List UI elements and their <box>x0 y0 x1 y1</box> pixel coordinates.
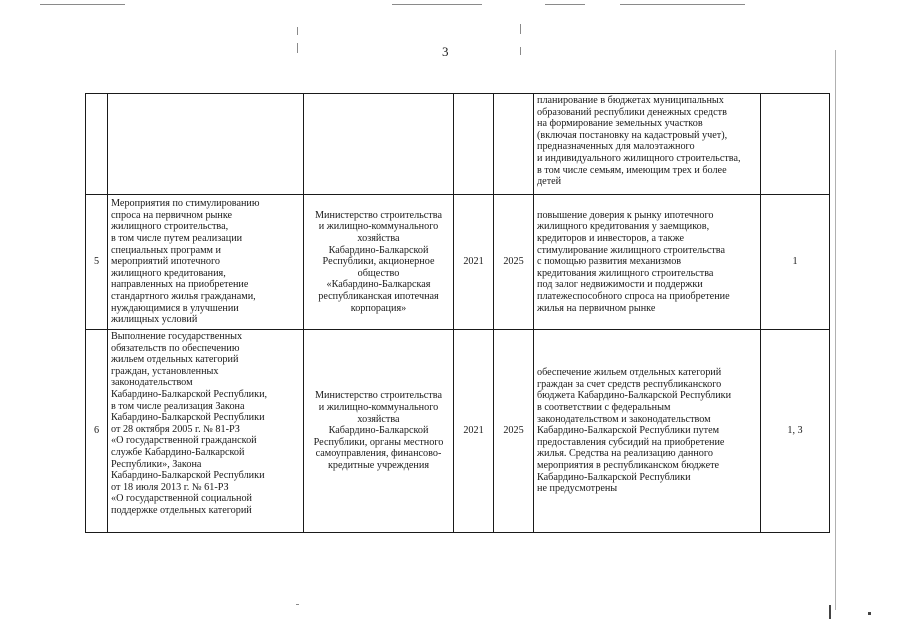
scan-artifact-bottom-mark-1 <box>296 604 299 605</box>
page-number: 3 <box>442 44 449 59</box>
scan-artifact-tick-2 <box>297 43 298 53</box>
scan-artifact-right-edge <box>835 50 836 610</box>
expected-result-line: планирование в бюджетах муниципальных <box>537 95 724 106</box>
end-year-cell <box>494 94 534 195</box>
measure-name-line: «О государственной социальной <box>111 493 253 505</box>
executor-line: Кабардино-Балкарской <box>328 425 429 437</box>
scan-artifact-tick-4 <box>520 47 521 55</box>
expected-result-line: граждан за счет средств республиканского <box>537 378 722 390</box>
expected-result-line: предназначенных для малоэтажного <box>537 141 695 153</box>
measure-name-line: службе Кабардино-Балкарской <box>111 446 245 458</box>
expected-result-line: предоставления субсидий на приобретение <box>537 436 725 448</box>
end-year-text: 2025 <box>503 256 524 268</box>
scan-artifact-bottom-mark-2 <box>829 605 831 619</box>
expected-result-line: образований республики денежных средств <box>537 106 727 118</box>
table-row <box>86 195 830 330</box>
measure-name-line: обязательств по обеспечению <box>111 342 240 354</box>
executor-line: Министерство строительства <box>315 390 442 402</box>
executor-line: Республики, акционерное <box>322 256 435 268</box>
expected-result-cell <box>534 195 761 330</box>
expected-result-line: детей <box>537 176 562 188</box>
end-year-cell <box>494 195 534 330</box>
measures-table <box>85 93 830 533</box>
start-year-text: 2021 <box>463 256 484 268</box>
start-year-cell <box>454 330 494 533</box>
row-number-cell <box>86 195 108 330</box>
measure-name-line: нуждающимися в улучшении <box>111 302 239 314</box>
measure-name-line: Выполнение государственных <box>111 331 243 342</box>
executor-line: кредитные учреждения <box>327 459 430 471</box>
expected-result-line: кредиторов и инвесторов, а также <box>537 233 685 245</box>
expected-result-line: мероприятия в республиканском бюджете <box>537 459 720 471</box>
expected-result-line: стимулирование жилищного строительства <box>537 244 726 256</box>
executor-line: республиканская ипотечная <box>318 290 439 302</box>
scan-artifact-top-line-3 <box>545 4 585 5</box>
executor-line: хозяйства <box>357 233 400 245</box>
expected-result-line: жилья. Средства на реализацию данного <box>537 448 713 460</box>
expected-result-line: в соответствии с федеральным <box>537 402 671 414</box>
end-year-cell <box>494 330 534 533</box>
executor-cell <box>304 330 454 533</box>
measure-name-line: Кабардино-Балкарской Республики <box>111 412 265 424</box>
start-year-text: 2021 <box>463 425 484 437</box>
scan-artifact-tick-1 <box>297 27 298 35</box>
measure-name-line: «О государственной гражданской <box>111 435 257 447</box>
measure-name-line: граждан, установленных <box>111 365 219 377</box>
measure-name-line: поддержке отдельных категорий <box>111 504 252 516</box>
executor-cell <box>304 94 454 195</box>
table-row <box>86 94 830 195</box>
expected-result-line: в том числе семьям, имеющим трех и более <box>537 164 727 176</box>
scan-artifact-tick-3 <box>520 24 521 34</box>
expected-result-line: законодательством и законодательством <box>537 413 711 425</box>
indicator-link-text: 1, 3 <box>787 425 803 437</box>
expected-result-line: и индивидуального жилищного строительства, <box>537 152 741 164</box>
expected-result-line: бюджета Кабардино-Балкарской Республики <box>537 390 732 402</box>
expected-result-line: с помощью развития механизмов <box>537 256 682 268</box>
measure-name-line: жилищного кредитования, <box>111 267 226 279</box>
row-number-cell <box>86 330 108 533</box>
expected-result-line: жилья на первичном рынке <box>537 302 656 314</box>
executor-line: Республики, органы местного <box>313 436 444 448</box>
expected-result-line: Кабардино-Балкарской Республики <box>537 471 691 483</box>
table-row <box>86 330 830 533</box>
expected-result-line: на формирование земельных участков <box>537 118 703 130</box>
executor-line: «Кабардино-Балкарская <box>326 279 431 291</box>
measure-name-line: от 28 октября 2005 г. № 81-РЗ <box>111 423 240 435</box>
indicator-link-cell <box>761 195 830 330</box>
measure-name-line: законодательством <box>111 377 193 389</box>
measure-name-line: от 18 июля 2013 г. № 61-РЗ <box>111 481 229 493</box>
executor-line: общество <box>357 267 400 279</box>
measure-name-line: жильем отдельных категорий <box>111 354 239 366</box>
row-number-text: 6 <box>93 425 100 437</box>
executor-line: самоуправления, финансово- <box>315 448 442 460</box>
measure-name-line: мероприятий ипотечного <box>111 256 221 268</box>
measure-name-line: специальных программ и <box>111 244 222 256</box>
scan-artifact-top-line-1 <box>40 4 125 5</box>
expected-result-line: платежеспособного спроса на приобретение <box>537 290 730 302</box>
measure-name-line: Кабардино-Балкарской Республики <box>111 470 265 482</box>
indicator-link-text: 1 <box>792 256 798 268</box>
end-year-text: 2025 <box>503 425 524 437</box>
executor-line: Кабардино-Балкарской <box>328 244 429 256</box>
start-year-cell <box>454 195 494 330</box>
measure-name-line: Кабардино-Балкарской Республики, <box>111 388 268 400</box>
measure-name-line: Республики», Закона <box>111 458 202 470</box>
scan-artifact-top-line-2 <box>392 4 482 5</box>
expected-result-line: не предусмотрены <box>537 483 618 495</box>
executor-line: Министерство строительства <box>315 209 442 221</box>
scan-artifact-bottom-mark-3 <box>868 612 871 615</box>
measure-name-cell <box>108 330 304 533</box>
measure-name-line: Мероприятия по стимулированию <box>111 198 260 210</box>
measure-name-line: жилищного строительства, <box>111 221 229 233</box>
measure-name-cell <box>108 195 304 330</box>
indicator-link-cell <box>761 94 830 195</box>
measure-name-line: жилищных условий <box>111 314 198 326</box>
expected-result-line: повышение доверия к рынку ипотечного <box>537 209 714 221</box>
measure-name-cell <box>108 94 304 195</box>
measure-name-line: спроса на первичном рынке <box>111 209 233 221</box>
start-year-cell <box>454 94 494 195</box>
measure-name-line: в том числе путем реализации <box>111 233 243 245</box>
row-number-text: 5 <box>93 256 100 268</box>
expected-result-line: Кабардино-Балкарской Республики путем <box>537 425 720 437</box>
measure-name-line: стандартного жилья гражданами, <box>111 290 256 302</box>
expected-result-line: под залог недвижимости и поддержки <box>537 279 703 291</box>
executor-cell <box>304 195 454 330</box>
measure-name-line: направленных на приобретение <box>111 279 249 291</box>
executor-line: корпорация» <box>350 302 407 314</box>
expected-result-cell <box>534 94 761 195</box>
indicator-link-cell <box>761 330 830 533</box>
executor-line: и жилищно-коммунального <box>318 402 439 414</box>
executor-line: и жилищно-коммунального <box>318 221 439 233</box>
scan-artifact-top-line-4 <box>620 4 745 5</box>
expected-result-cell <box>534 330 761 533</box>
measure-name-line: в том числе реализация Закона <box>111 400 245 412</box>
expected-result-line: обеспечение жильем отдельных категорий <box>537 367 722 379</box>
executor-line: хозяйства <box>357 413 400 425</box>
row-number-cell <box>86 94 108 195</box>
expected-result-line: жилищного кредитования у заемщиков, <box>537 221 710 233</box>
expected-result-line: кредитования жилищного строительства <box>537 267 714 279</box>
expected-result-line: (включая постановку на кадастровый учет), <box>537 129 728 141</box>
